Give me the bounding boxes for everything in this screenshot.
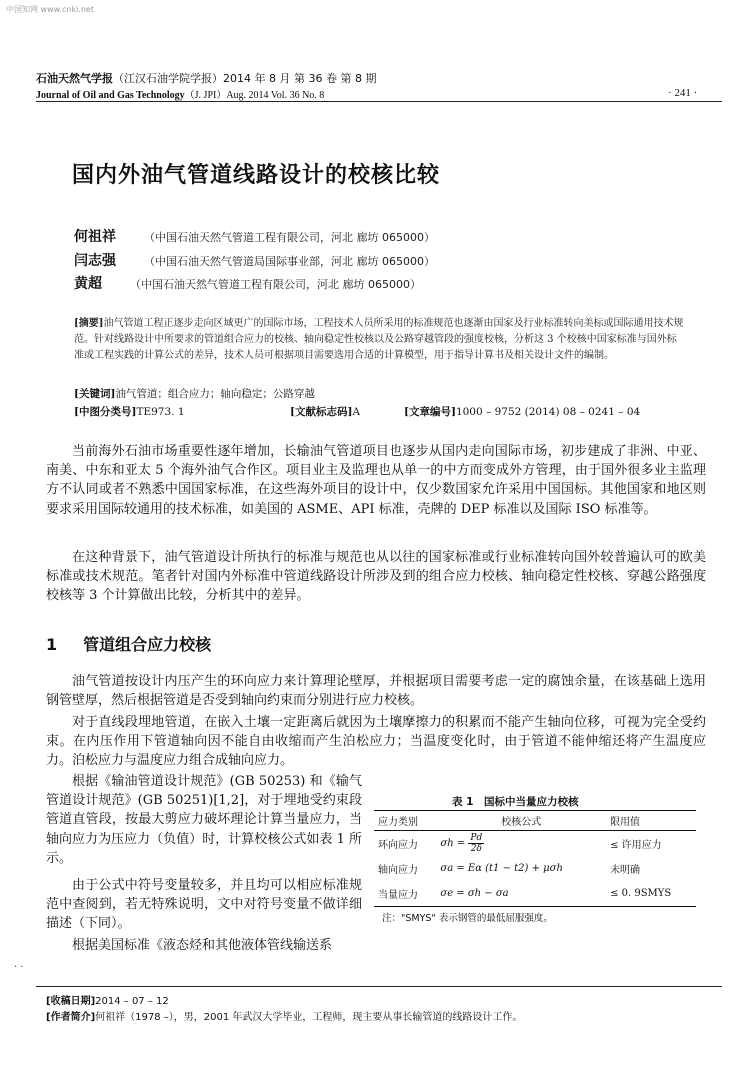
- doc-code-line: [290, 404, 360, 419]
- stress-type: 当量应力: [374, 881, 436, 907]
- received-date: [46, 992, 169, 1007]
- author-name: 何祖祥: [74, 229, 116, 245]
- abstract-label: [摘要]: [74, 318, 104, 329]
- page-number: · 241 ·: [668, 87, 698, 99]
- keywords-line: [74, 386, 315, 401]
- fraction: [468, 833, 484, 854]
- formula-cell: σa = Eα (t1 − t2) + μσh: [440, 863, 563, 874]
- table-header: 校核公式: [436, 811, 606, 831]
- abstract: [74, 316, 684, 364]
- table-header: 应力类别: [374, 811, 436, 831]
- stress-check-table: [374, 810, 696, 907]
- clc-label: [中图分类号]: [74, 406, 137, 418]
- table-row: [374, 831, 696, 857]
- doc-code-value: A: [352, 406, 361, 418]
- limit-value: ≤ 0. 9SMYS: [606, 881, 696, 907]
- author-name: 闫志强: [74, 253, 116, 269]
- section-paragraph-3: 根据《输油管道设计规范》(GB 50253) 和《输气管道设计规范》(GB 50251)[1,2]，对于埋地受约束段管道直管段，按最大剪应力破坏理论计算当量应力，当轴向应力为压应力（负值）时，计算校核公式如表 1 所示。: [46, 774, 362, 866]
- stress-type: 环向应力: [378, 840, 418, 851]
- author-bio-text: 何祖祥（1978 –），男，2001 年武汉大学毕业，工程师，现主要从事长输管道的线路设计工作。: [95, 1012, 523, 1023]
- formula-lhs: σh =: [440, 838, 466, 849]
- footnote-rule: [36, 986, 722, 987]
- journal-issue-cn: （江汉石油学院学报）2014 年 8 月 第 36 卷 第 8 期: [113, 72, 377, 85]
- journal-issue-en: （J. JPI）Aug. 2014 Vol. 36 No. 8: [184, 90, 325, 101]
- author-affiliation: （中国石油天然气管道局国际事业部，河北 廊坊 065000）: [144, 255, 435, 268]
- author-affiliation: （中国石油天然气管道工程有限公司，河北 廊坊 065000）: [144, 231, 435, 244]
- author-affiliation: （中国石油天然气管道工程有限公司，河北 廊坊 065000）: [130, 278, 421, 291]
- fraction-numerator: Pd: [470, 833, 483, 843]
- section-number: 1: [46, 635, 58, 654]
- header-rule: [36, 101, 722, 102]
- journal-header-en: [36, 86, 324, 101]
- intro-paragraph-2: 在这种背景下，油气管道设计所执行的标准与规范也从以往的国家标准或行业标准转向国外较普遍认可的欧美标准或技术规范。笔者针对国内外标准中管道线路设计所涉及到的组合应力校核、轴向稳定性校核、穿越公路强度校核等 3 个计算做出比较，分析其中的差异。: [46, 550, 706, 604]
- section-paragraph-4: 由于公式中符号变量较多，并且均可以相应标准规范中查阅到，若无特殊说明，文中对符号变量不做详细描述（下同）。: [46, 878, 362, 932]
- journal-name-en: Journal of Oil and Gas Technology: [36, 90, 185, 101]
- table-header: 限用值: [606, 811, 696, 831]
- section-heading: [46, 632, 211, 655]
- section-paragraph-5: 根据美国标准《液态烃和其他液体管线输送系: [72, 938, 333, 953]
- clc-line: [74, 404, 185, 419]
- received-value: 2014 – 07 – 12: [95, 996, 169, 1007]
- article-number-value: 1000 – 9752 (2014) 08 – 0241 – 04: [455, 406, 641, 418]
- article-title: 国内外油气管道线路设计的校核比较: [72, 163, 441, 188]
- journal-name-cn: 石油天然气学报: [36, 72, 113, 85]
- intro-paragraph-1: 当前海外石油市场重要性逐年增加，长输油气管道项目也逐步从国内走向国际市场，初步建成了非洲、中亚、南美、中东和亚太 5 个海外油气合作区。项目业主及监理也从单一的中方而变成外方管理，由于国外很多业主监理方不认同或者不熟悉中国国家标准，在这些海外项目的设计中，仅少数国家允许采用中国国标。其他国家和地区则要求采用国际较通用的技术标准，如美国的 ASME、API 标准，壳牌的 DEP 标准以及国际 ISO 标准等。: [46, 444, 706, 517]
- article-number-line: [404, 404, 640, 419]
- journal-header-cn: [36, 70, 376, 86]
- section-paragraph-1: 油气管道按设计内压产生的环向应力来计算理论壁厚，并根据项目需要考虑一定的腐蚀余量，在该基础上选用钢管壁厚，然后根据管道是否受到轴向约束而分别进行应力校核。: [46, 674, 706, 709]
- author-bio: [46, 1008, 522, 1023]
- table-row: [374, 856, 696, 881]
- stress-type: 轴向应力: [378, 865, 418, 876]
- received-label: [收稿日期]: [46, 996, 96, 1007]
- section-title: 管道组合应力校核: [83, 635, 212, 654]
- fraction-denominator: 2δ: [470, 844, 482, 854]
- clc-value: TE973. 1: [136, 406, 185, 418]
- limit-value: ≤ 许用应力: [610, 840, 662, 851]
- formula-cell: [436, 831, 606, 857]
- table-note: 注："SMYS" 表示钢管的最低屈服强度。: [382, 913, 553, 924]
- author-bio-label: [作者简介]: [46, 1012, 96, 1023]
- formula-cell: σe = σh − σa: [436, 881, 606, 907]
- limit-value: 未明确: [610, 865, 641, 876]
- keywords-label: [关键词]: [74, 388, 116, 400]
- section-paragraph-2: 对于直线段埋地管道，在嵌入土壤一定距离后就因为土壤摩擦力的积累而不能产生轴向位移，可视为完全受约束。在内压作用下管道轴向因不能自由收缩而产生泊松应力；当温度变化时，由于管道不能伸缩还将产生温度应力。泊松应力与温度应力组合成轴向应力。: [46, 715, 706, 769]
- abstract-text: 油气管道工程正逐步走向区域更广的国际市场，工程技术人员所采用的标准规范也逐渐由国家及行业标准转向美标或国际通用技术规范。针对线路设计中所要求的管道组合应力的校核、轴向稳定性校核以及公路穿越管段的强度校核，分析这 3 个校核中国家标准与国外标准或工程实践的计算公式的差异，技术人员可根据项目需要选用合适的计算模型，用于指导计算书及相关设计文件的编制。: [74, 318, 684, 361]
- keywords: 油气管道；组合应力；轴向稳定；公路穿越: [115, 388, 315, 400]
- article-number-label: [文章编号]: [404, 406, 456, 418]
- scan-mark: · ·: [14, 962, 24, 973]
- doc-code-label: [文献标志码]: [290, 406, 353, 418]
- table-row: [374, 881, 696, 907]
- watermark: 中国知网 www.cnki.net: [6, 5, 94, 14]
- table-caption: 表 1 国标中当量应力校核: [452, 796, 579, 808]
- author-name: 黄超: [74, 276, 102, 292]
